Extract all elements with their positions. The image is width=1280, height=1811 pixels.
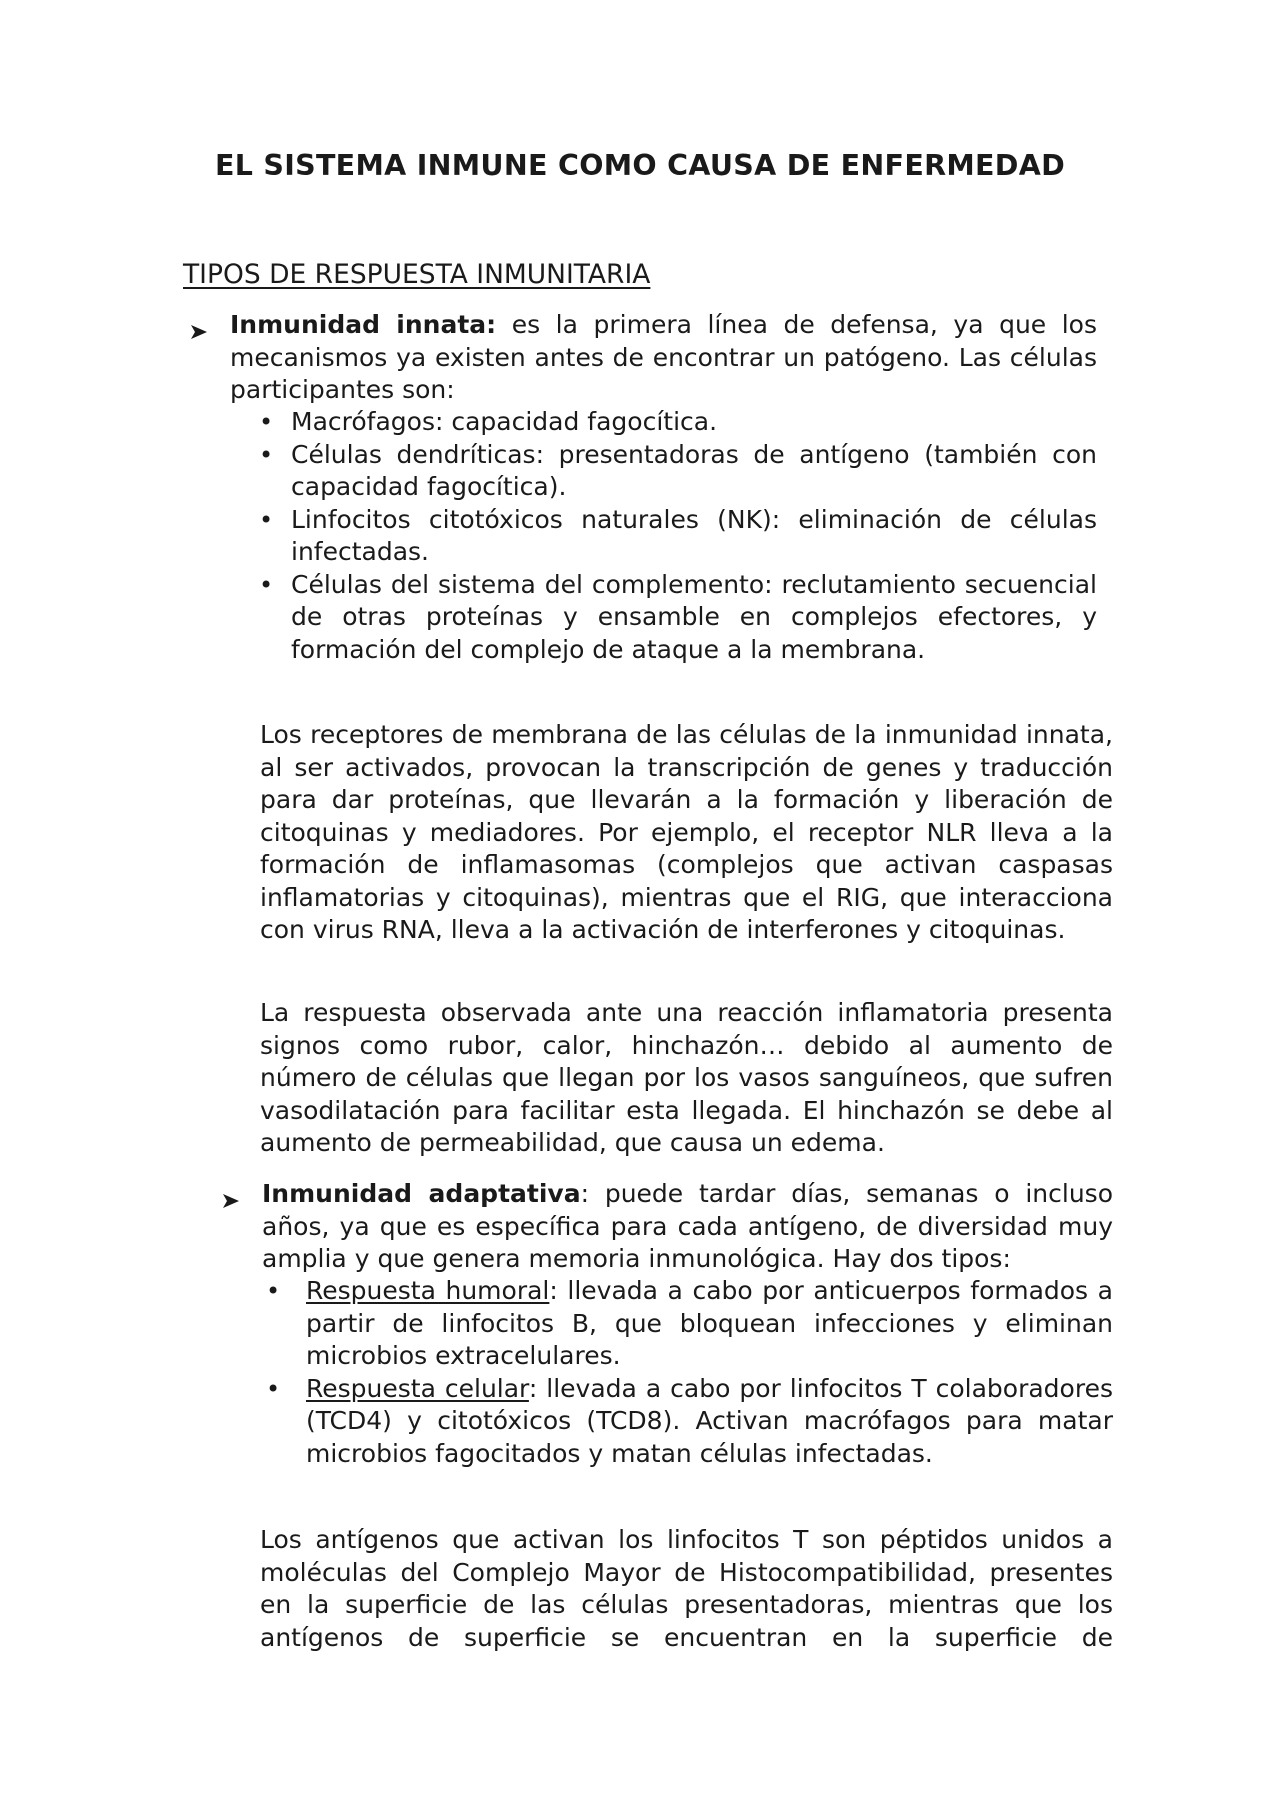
innate-immunity-term: Inmunidad innata: [230, 310, 497, 339]
document-title: EL SISTEMA INMUNE COMO CAUSA DE ENFERMEDAD [214, 149, 1066, 182]
bullet-icon: • [259, 408, 274, 436]
bullet-icon: • [266, 1374, 281, 1403]
adaptive-types-list [266, 1275, 1113, 1470]
innate-immunity-paragraph [230, 309, 1097, 407]
bullet-icon: • [259, 440, 274, 469]
list-item: • Células dendríticas: presentadoras de antígeno (también con capacidad fagocítica). [259, 439, 1097, 501]
adaptive-immunity-term: Inmunidad adaptativa [262, 1179, 581, 1208]
bullet-icon: • [259, 505, 274, 534]
adaptive-immunity-paragraph [262, 1178, 1113, 1276]
humoral-response-term: Respuesta humoral [306, 1276, 550, 1305]
bullet-icon: • [259, 570, 274, 599]
adaptive-immunity-text: : puede tardar días, semanas o incluso años, ya que es específica para cada antígeno, de diversidad muy amplia y que genera memoria inmunológica. Hay dos tipos: [262, 1179, 1113, 1273]
arrow-bullet-icon [188, 316, 210, 348]
list-item: • Respuesta humoral: llevada a cabo por anticuerpos formados a partir de linfocitos B, que bloquean infecciones y eliminan microbios extracelulares. [266, 1276, 1113, 1370]
receptors-paragraph: Los receptores de membrana de las células de la inmunidad innata, al ser activados, provocan la transcripción de genes y traducción para dar proteínas, que llevarán a la formación y liberación de citoquinas y mediadores. Por ejemplo, el receptor NLR lleva a la formación de inflamasomas (complejos que activan caspasas inflamatorias y citoquinas), mientras que el RIG, que interacciona con virus RNA, lleva a la activación de interferones y citoquinas. [260, 720, 1113, 944]
list-item: • Linfocitos citotóxicos naturales (NK): eliminación de células infectadas. [259, 504, 1097, 566]
inflammation-paragraph: La respuesta observada ante una reacción inflamatoria presenta signos como rubor, calor, hinchazón… debido al aumento de número de células que llegan por los vasos sanguíneos, que sufren vasodilatación para facilitar esta llegada. El hinchazón se debe al aumento de permeabilidad, que causa un edema. [260, 998, 1113, 1157]
innate-immunity-text: es la primera línea de defensa, ya que los mecanismos ya existen antes de encontrar un patógeno. Las células participantes son: [230, 310, 1097, 404]
list-item: • Células del sistema del complemento: reclutamiento secuencial de otras proteínas y ensamble en complejos efectores, y formación del complejo de ataque a la membrana. [259, 569, 1097, 664]
section-heading: TIPOS DE RESPUESTA INMUNITARIA [183, 259, 651, 290]
antigens-paragraph: Los antígenos que activan los linfocitos T son péptidos unidos a moléculas del Complejo Mayor de Histocompatibilidad, presentes en la superficie de las células presentadoras, mientras que los antígenos de superficie se encuentran en la superficie de [260, 1525, 1113, 1652]
innate-cells-list [259, 406, 1097, 666]
bullet-icon: • [266, 1277, 281, 1305]
list-item: • Macrófagos: capacidad fagocítica. [291, 406, 1097, 439]
arrow-bullet-icon [220, 1185, 242, 1217]
list-item: • Respuesta celular: llevada a cabo por linfocitos T colaboradores (TCD4) y citotóxicos (TCD8). Activan macrófagos para matar microbios fagocitados y matan células infectadas. [266, 1373, 1113, 1468]
cellular-response-term: Respuesta celular [306, 1373, 529, 1403]
